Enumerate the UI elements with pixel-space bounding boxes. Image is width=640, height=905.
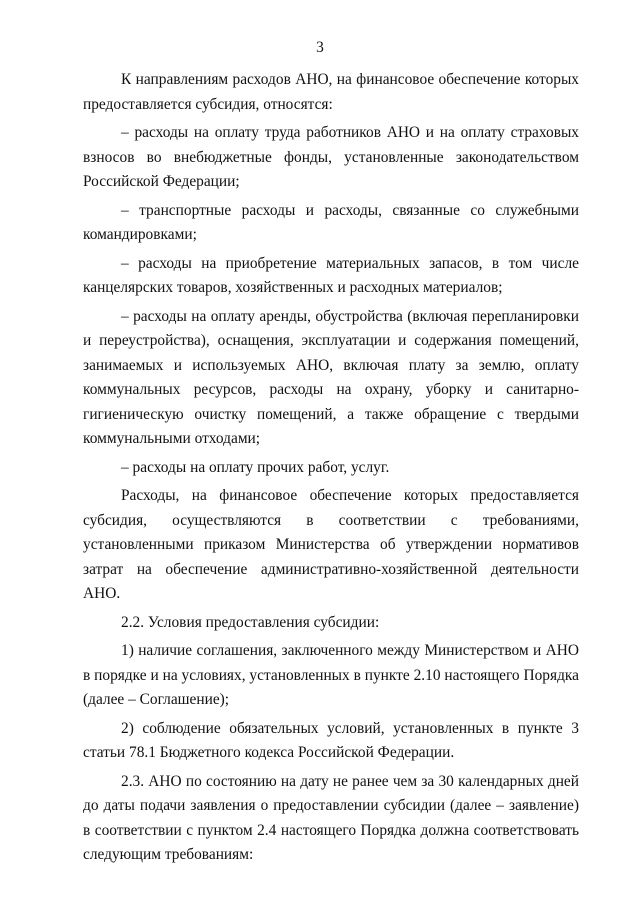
paragraph-expense-directions-intro: К направлениям расходов АНО, на финансовое обеспечение которых предоставляется субсидия, относятся:	[83, 71, 579, 113]
document-body	[83, 68, 579, 872]
paragraph-section-2-2-heading: 2.2. Условия предоставления субсидии:	[121, 613, 380, 631]
paragraph-expense-requirements: Расходы, на финансовое обеспечение которых предоставляется субсидия, осуществляются в соответствии с требованиями, установленными приказом Министерства об утверждении нормативов затрат на обеспечение административно-хозяйственной деятельности АНО.	[83, 487, 579, 602]
paragraph-material-costs: – расходы на приобретение материальных запасов, в том числе канцелярских товаров, хозяйственных и расходных материалов;	[83, 254, 579, 296]
paragraph-section-2-3: 2.3. АНО по состоянию на дату не ранее чем за 30 календарных дней до даты подачи заявления о предоставлении субсидии (далее – заявление) в соответствии с пунктом 2.4 настоящего Порядка должна соответствовать следующим требованиям:	[83, 772, 579, 863]
paragraph-labor-costs: – расходы на оплату труда работников АНО и на оплату страховых взносов во внебюджетные фонды, установленные законодательством Российской Федерации;	[83, 124, 579, 190]
paragraph-condition-1: 1) наличие соглашения, заключенного между Министерством и АНО в порядке и на условиях, установленных в пункте 2.10 настоящего Порядка (далее – Соглашение);	[83, 642, 579, 708]
paragraph-other-costs: – расходы на оплату прочих работ, услуг.	[121, 458, 390, 476]
paragraph-condition-2: 2) соблюдение обязательных условий, установленных в пункте 3 статьи 78.1 Бюджетного кодекса Российской Федерации.	[83, 719, 579, 761]
page-number: 3	[316, 39, 324, 56]
paragraph-transport-costs: – транспортные расходы и расходы, связанные со служебными командировками;	[83, 201, 579, 243]
paragraph-rent-costs: – расходы на оплату аренды, обустройства (включая перепланировки и переустройства), оснащения, эксплуатации и содержания помещений, занимаемых и используемых АНО, включая плату за землю, оплату коммунальных ресурсов, расходы на охрану, уборку и санитарно-гигиеническую очистку помещений, а также обращение с твердыми коммунальными отходами;	[83, 307, 579, 447]
